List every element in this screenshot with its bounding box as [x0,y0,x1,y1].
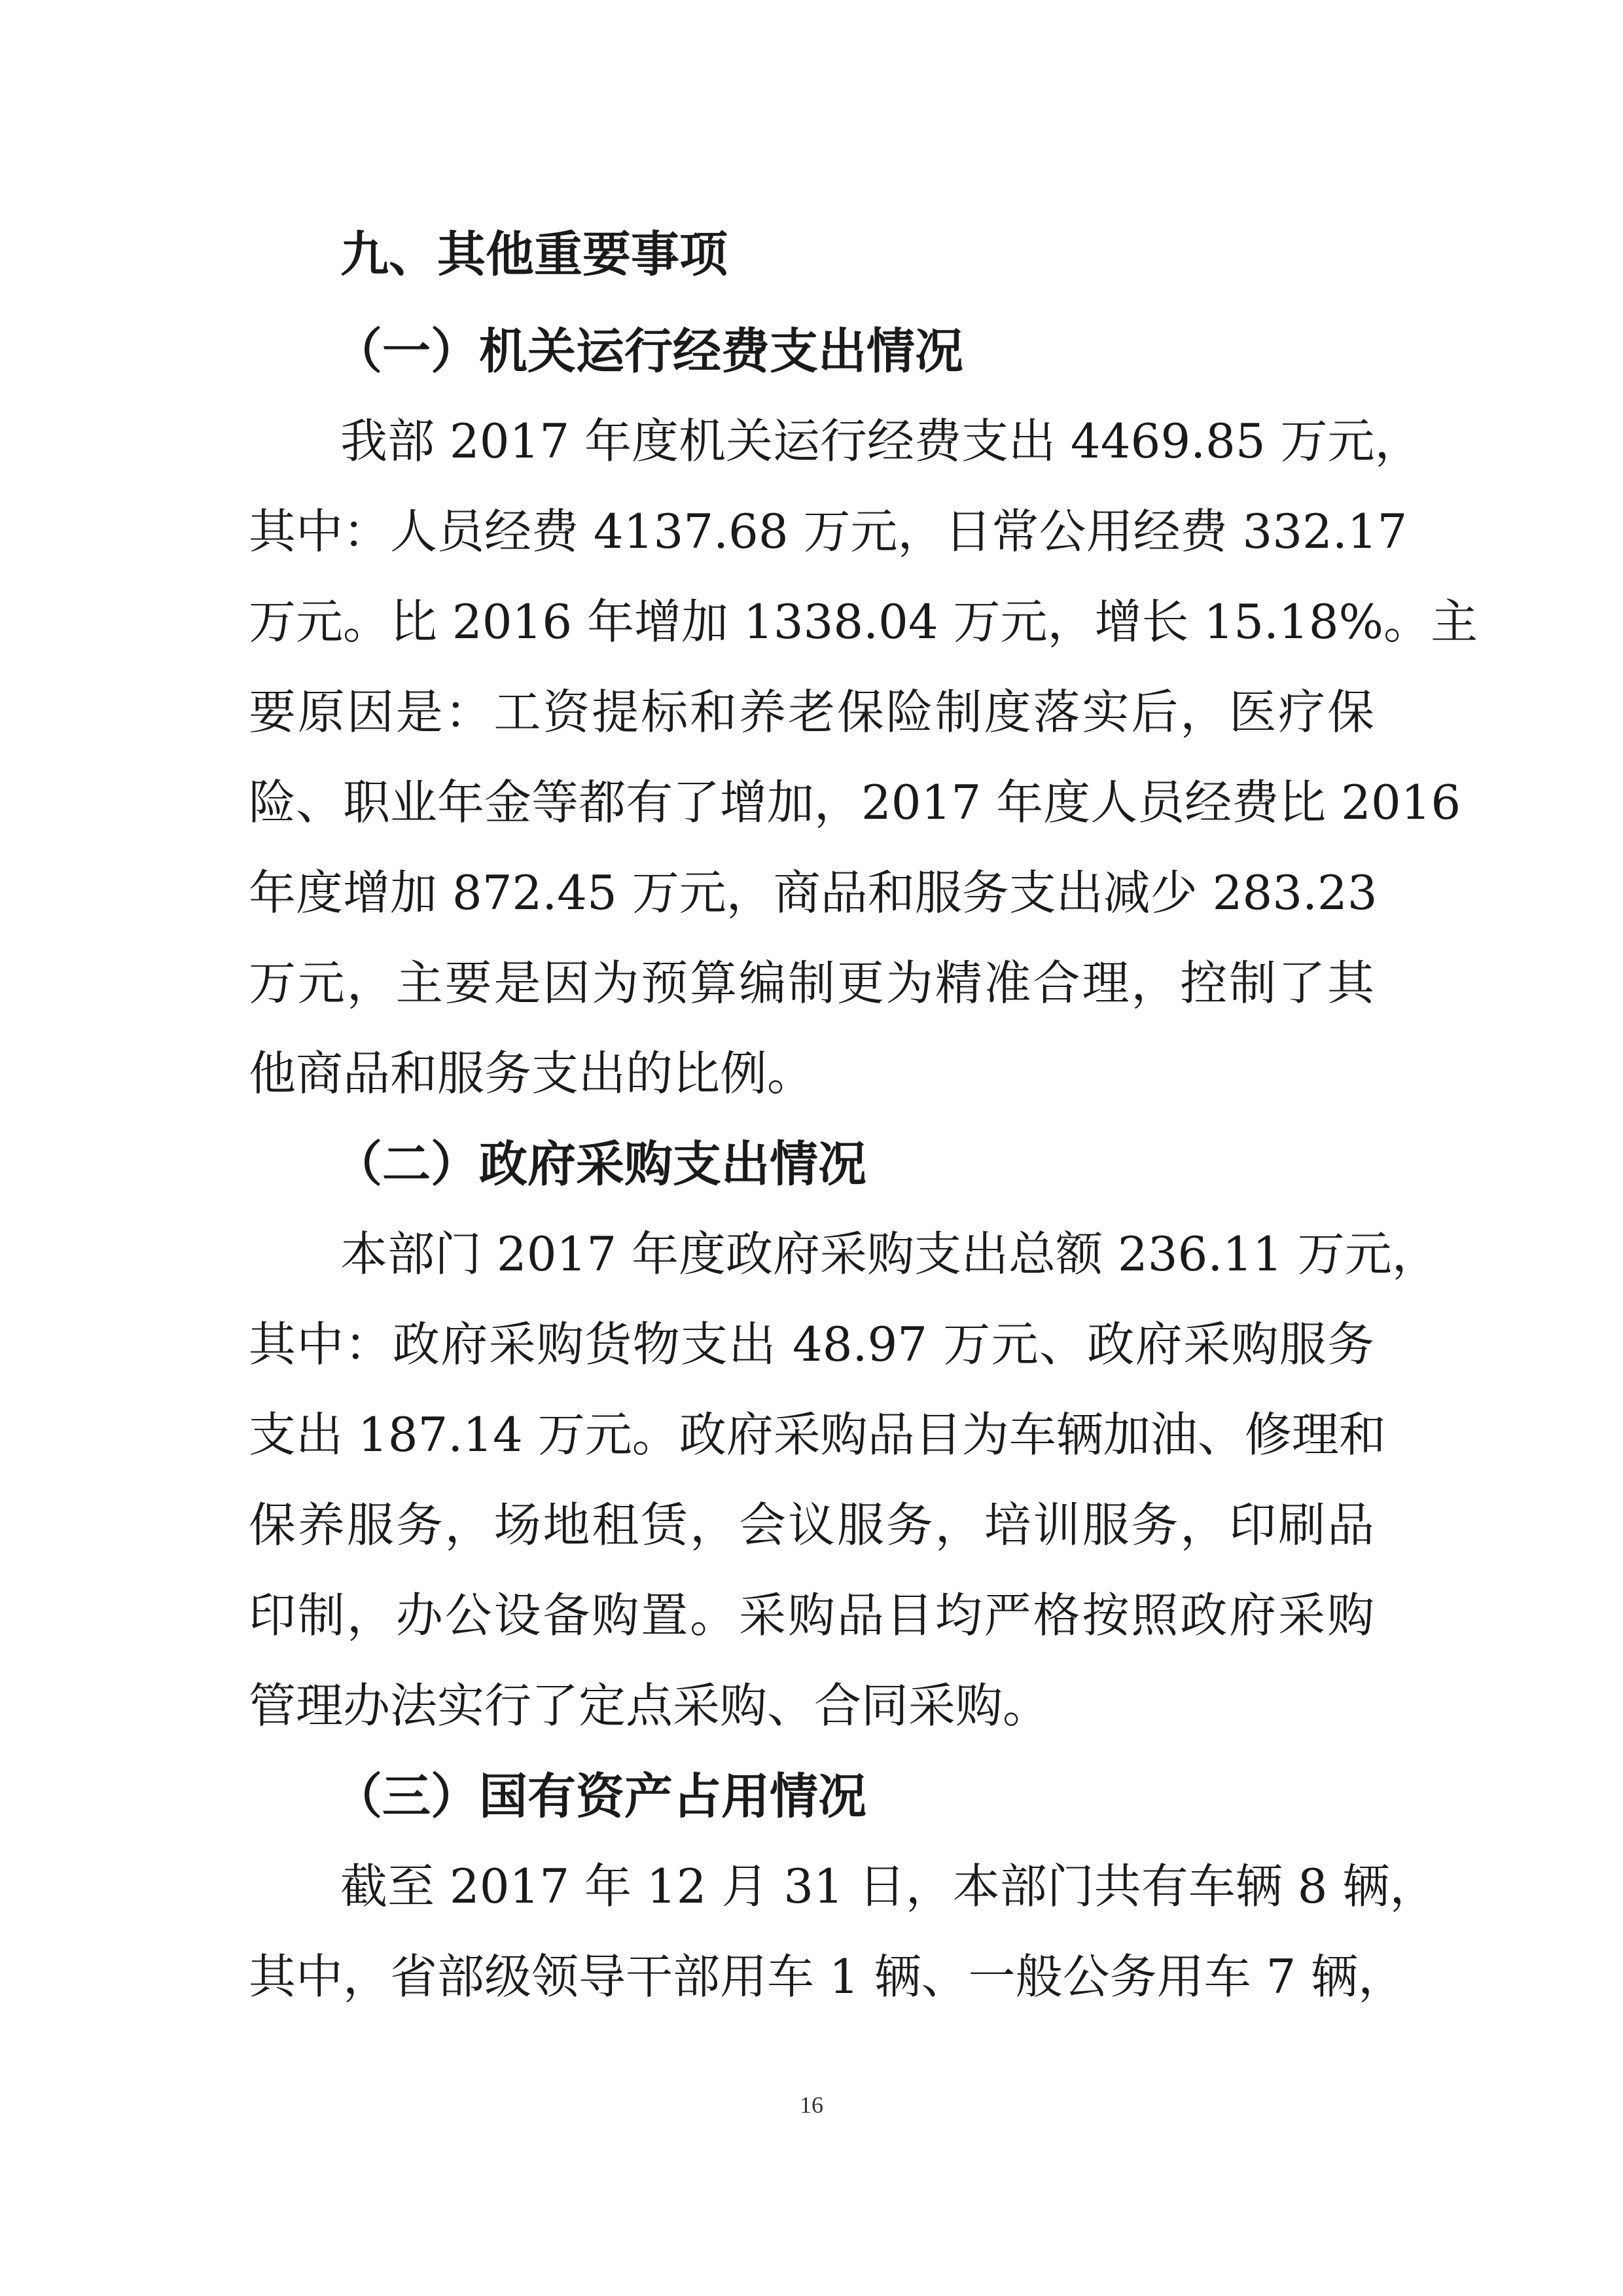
paragraph-line: 其中：人员经费 4137.68 万元，日常公用经费 332.17 [249,504,1408,559]
paragraph-line: 截至 2017 年 12 月 31 日，本部门共有车辆 8 辆， [340,1859,1437,1914]
paragraph-line: 我部 2017 年度机关运行经费支出 4469.85 万元， [340,414,1422,469]
paragraph-line: 万元，主要是因为预算编制更为精准合理，控制了其 [249,956,1374,1011]
subsection-heading-3: （三）国有资产占用情况 [334,1768,866,1825]
paragraph-line: 年度增加 872.45 万元，商品和服务支出减少 283.23 [249,865,1378,920]
subsection-heading-2: （二）政府采购支出情况 [334,1136,866,1193]
paragraph-line: 管理办法实行了定点采购、合同采购。 [249,1678,1050,1733]
paragraph-line: 其中：政府采购货物支出 48.97 万元、政府采购服务 [249,1317,1374,1372]
paragraph-line: 支出 187.14 万元。政府采购品目为车辆加油、修理和 [249,1407,1386,1462]
page-number: 16 [800,2092,823,2118]
subsection-heading-1: （一）机关运行经费支出情况 [334,323,963,380]
paragraph-line: 险、职业年金等都有了增加，2017 年度人员经费比 2016 [249,775,1461,830]
paragraph-line: 要原因是：工资提标和养老保险制度落实后，医疗保 [249,685,1374,740]
paragraph-line: 万元。比 2016 年增加 1338.04 万元，增长 15.18%。主 [249,594,1478,649]
paragraph-line: 本部门 2017 年度政府采购支出总额 236.11 万元， [340,1227,1439,1282]
section-heading: 九、其他重要事项 [340,226,728,283]
paragraph-line: 他商品和服务支出的比例。 [249,1046,815,1101]
paragraph-line: 其中，省部级领导干部用车 1 辆、一般公务用车 7 辆， [249,1949,1406,2004]
paragraph-line: 保养服务，场地租赁，会议服务，培训服务，印刷品 [249,1498,1374,1552]
paragraph-line: 印制，办公设备购置。采购品目均严格按照政府采购 [249,1588,1374,1643]
